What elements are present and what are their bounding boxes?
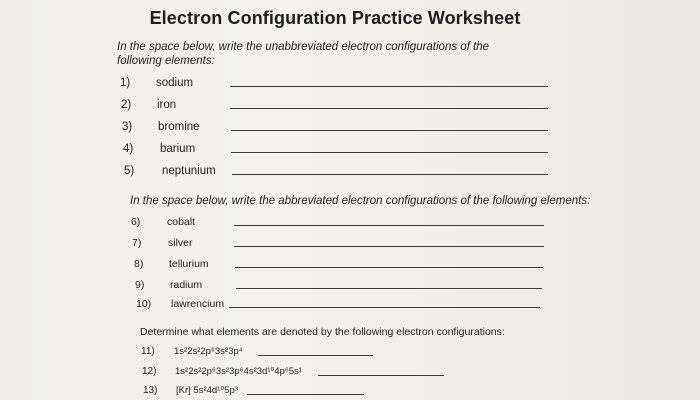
page-title: Electron Configuration Practice Worksheet — [149, 8, 521, 28]
list-item — [141, 346, 561, 362]
list-item — [142, 366, 562, 382]
answer-line[interactable] — [258, 355, 373, 356]
configuration-text: [Kr] 5s²4d¹⁰5p³ — [176, 385, 238, 396]
element-name: sodium — [156, 77, 194, 89]
element-name: silver — [168, 237, 193, 249]
configuration-text: 1s²2s²2p⁶3s²3p⁶4s²3d¹⁰4p⁶5s¹ — [175, 366, 302, 377]
item-number: 13) — [143, 385, 158, 396]
answer-line[interactable] — [230, 108, 548, 109]
element-name: lawrencium — [171, 298, 225, 310]
item-number: 4) — [123, 143, 134, 155]
item-number: 8) — [134, 258, 144, 270]
item-number: 11) — [141, 346, 155, 357]
answer-line[interactable] — [229, 307, 540, 308]
section1-instruction: In the space below, write the unabbreviated electron configurations of the following elements: — [117, 41, 490, 67]
answer-line[interactable] — [232, 174, 548, 175]
section2-instruction: In the space below, write the abbreviated electron configurations of the following elements: — [130, 195, 591, 207]
item-number: 6) — [131, 216, 141, 228]
answer-line[interactable] — [230, 86, 548, 87]
element-name: neptunium — [162, 165, 216, 177]
section3-instruction: Determine what elements are denoted by the following electron configurations: — [140, 326, 505, 338]
item-number: 2) — [121, 99, 132, 111]
answer-line[interactable] — [231, 152, 548, 153]
element-name: bromine — [158, 121, 200, 133]
list-item — [121, 99, 561, 115]
element-name: iron — [157, 99, 177, 111]
answer-line[interactable] — [234, 225, 544, 226]
answer-line[interactable] — [231, 130, 548, 131]
answer-line[interactable] — [234, 246, 544, 247]
list-item — [124, 165, 564, 181]
element-name: cobalt — [167, 216, 196, 228]
item-number: 10) — [136, 298, 152, 310]
answer-line[interactable] — [236, 288, 542, 289]
list-item — [134, 258, 554, 274]
list-item — [143, 385, 563, 400]
list-item — [120, 77, 560, 93]
list-item — [122, 121, 562, 137]
element-name: tellurium — [169, 258, 209, 270]
item-number: 7) — [132, 237, 142, 249]
list-item — [132, 237, 552, 253]
element-name: barium — [160, 143, 196, 155]
list-item — [123, 143, 563, 159]
answer-line[interactable] — [318, 375, 444, 376]
item-number: 1) — [120, 77, 131, 89]
answer-line[interactable] — [247, 394, 364, 395]
configuration-text: 1s²2s²2p⁶3s²3p⁴ — [174, 346, 243, 357]
list-item — [136, 298, 556, 314]
list-item — [131, 216, 551, 232]
item-number: 12) — [142, 366, 157, 377]
item-number: 9) — [135, 279, 145, 291]
item-number: 3) — [122, 121, 133, 133]
element-name: radium — [170, 279, 203, 291]
item-number: 5) — [124, 165, 135, 177]
answer-line[interactable] — [235, 267, 543, 268]
list-item — [135, 279, 555, 295]
